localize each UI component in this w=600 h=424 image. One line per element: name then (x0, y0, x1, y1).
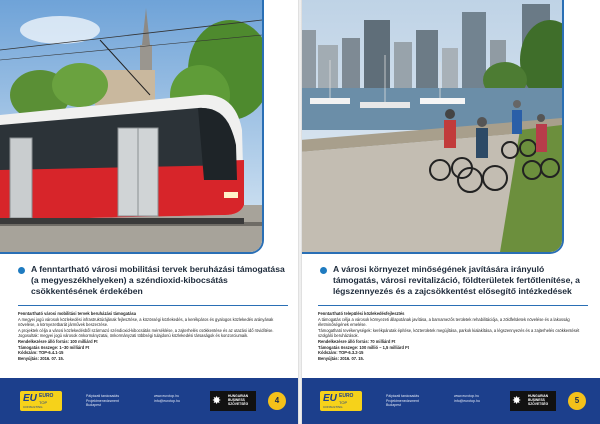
paragraph: A támogatás célja a városok környezeti állapotának javítása, a barnamezős területek rehabilitációja, a zöldfelületek növelése és a lakosság életminőségének emelése. (318, 316, 570, 328)
eurotop-logo: EU EURO TOP CONSULTING (20, 391, 62, 411)
divider-line (318, 305, 588, 306)
footer-web: www.eurotop.hu info@eurotop.hu (154, 394, 180, 403)
page-number: 4 (268, 392, 286, 410)
heading-text: A fenntartható városi mobilitási tervek beruházási támogatása (a megyeszékhelyeken) a széndioxid-kibocsátás csökkentésének érdekében (31, 264, 285, 296)
hungarian-business-logo: ✸ HUNGARIAN BUSINESS SZÖVETSÉG (510, 391, 556, 411)
right-page (300, 0, 600, 424)
lead-line: Fenntartható városi mobilitási tervek beruházási támogatása (18, 311, 137, 316)
paragraph: Támogatható tevékenységek: kerékpárutak építése, közterületek megújítása, parkok kialakítása, a légszennyezés és a zajterhelés csökkentését szolgáló beruházások. (318, 327, 580, 339)
body-text (18, 311, 290, 361)
paragraph: A megyei jogú városok közlekedési infrastruktúrájának fejlesztése, a közösségi közlekedés, a kerékpáros és gyalogos közlekedés arányának növelése, a környezetbarát járművek beszerzése. (18, 316, 274, 328)
cyclists-photo (300, 0, 564, 254)
date-line: Benyújtás: 2016. 07. 15. (318, 355, 364, 361)
heading-text: A városi környezet minőségének javítására irányuló támogatás, városi revitalizáció, földterületek fertőtlenítése, a légszennyezés és a zajcsökkentést elősegítő intézkedések (333, 264, 580, 296)
page-number: 5 (568, 392, 586, 410)
eurotop-logo: EU EURO TOP CONSULTING (320, 391, 362, 411)
budget-line: Rendelkezésre álló forrás: 70 milliárd Ft (318, 338, 396, 344)
section-heading (320, 264, 586, 297)
bullet-icon (320, 267, 327, 274)
amount-line: Támogatás összege: 100 millió – 1,5 milliárd Ft (318, 344, 410, 350)
tram-photo (0, 0, 264, 254)
star-icon: ✸ (512, 395, 522, 407)
lead-line: Fenntartható települési közlekedésfejlesztés (318, 311, 405, 316)
star-icon: ✸ (212, 395, 222, 407)
bullet-icon (18, 267, 25, 274)
code-line: Kódszám: TOP-6.3.2-15 (318, 350, 364, 356)
body-text (318, 311, 590, 361)
page-footer (0, 378, 300, 424)
paragraph: A projektek célja a városi közlekedésből származó széndioxid-kibocsátás mérséklése, a zajterhelés csökkentése és az utazási idő rövidítése. (18, 327, 274, 333)
amount-line: Támogatás összege: 1–30 milliárd Ft (18, 344, 90, 350)
hungarian-business-logo: ✸ HUNGARIAN BUSINESS SZÖVETSÉG (210, 391, 256, 411)
budget-line: Rendelkezésre álló forrás: 100 milliárd Ft (18, 338, 98, 344)
page-gutter (298, 0, 302, 424)
footer-web: www.eurotop.hu info@eurotop.hu (454, 394, 480, 403)
footer-contact: Pályázati tanácsadás Projektmenedzsment Budapest (86, 394, 120, 408)
section-heading (18, 264, 286, 297)
date-line: Benyújtás: 2016. 07. 15. (18, 355, 64, 361)
footer-contact: Pályázati tanácsadás Projektmenedzsment Budapest (386, 394, 420, 408)
paragraph: Jogosultak: megyei jogú városok önkormányzatai, önkormányzati többségi tulajdonú közlekedési társaságok és konzorciumaik. (18, 333, 249, 339)
divider-line (18, 305, 288, 306)
code-line: Kódszám: TOP-6.4.1-15 (18, 350, 64, 356)
page-footer (300, 378, 600, 424)
